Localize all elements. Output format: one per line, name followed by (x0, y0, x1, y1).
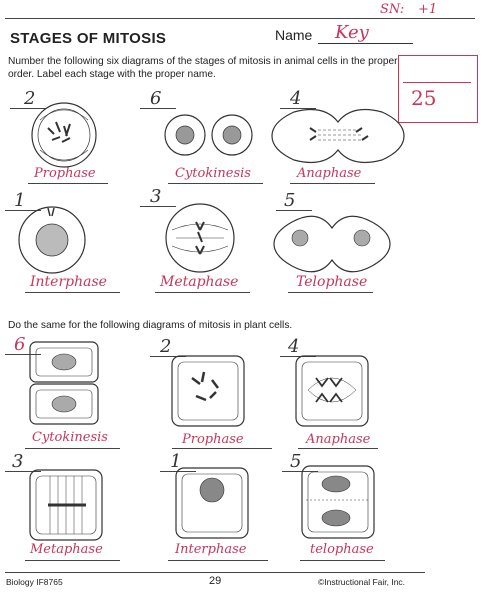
name-label: Name (275, 27, 313, 43)
animal-number-3: 4 (290, 88, 302, 109)
animal-number-2: 6 (150, 88, 162, 109)
footer-left: Biology IF8765 (6, 577, 63, 587)
plant-metaphase-cell (30, 470, 102, 540)
plant-number-6: 5 (290, 451, 302, 472)
sn-value: +1 (418, 2, 438, 17)
animal-cytokinesis-cells (165, 115, 252, 155)
animal-instructions-line1: Number the following six diagrams of the stages of mitosis in animal cells in the proper (8, 56, 398, 67)
animal-prophase-cell (32, 103, 96, 167)
plant-label-2: Prophase (182, 432, 244, 447)
animal-anaphase-cell (272, 110, 404, 163)
sn-label: SN: (380, 2, 405, 17)
animal-number-1: 2 (24, 88, 36, 109)
plant-number-1: 6 (14, 334, 26, 355)
plant-cytokinesis-cells (30, 342, 98, 424)
plant-anaphase-cell (296, 356, 368, 426)
plant-number-2: 2 (160, 336, 172, 357)
score-value: 25 (411, 86, 437, 110)
plant-number-5: 1 (170, 451, 182, 472)
animal-label-6: Telophase (296, 274, 368, 290)
animal-instructions-line2: order. Label each stage with the proper name. (8, 69, 216, 80)
plant-number-4: 3 (12, 451, 24, 472)
plant-number-3: 4 (288, 336, 300, 357)
animal-label-3: Anaphase (297, 166, 362, 181)
animal-number-6: 5 (284, 190, 296, 211)
plant-instructions: Do the same for the following diagrams of mitosis in plant cells. (8, 320, 293, 331)
animal-number-4: 1 (14, 190, 26, 211)
plant-label-1: Cytokinesis (32, 430, 108, 445)
animal-label-4: Interphase (30, 274, 107, 290)
plant-telophase-cell (302, 466, 374, 538)
animal-number-5: 3 (150, 186, 162, 207)
plant-label-4: Metaphase (30, 542, 103, 557)
animal-telophase-cell (274, 216, 390, 272)
plant-label-6: telophase (310, 542, 374, 557)
page-title: STAGES OF MITOSIS (10, 30, 167, 47)
plant-prophase-cell (172, 356, 244, 426)
name-value: Key (335, 22, 369, 43)
plant-interphase-cell (176, 468, 248, 538)
footer-right: ©Instructional Fair, Inc. (318, 577, 406, 587)
animal-label-1: Prophase (34, 166, 96, 181)
animal-interphase-cell (19, 207, 85, 273)
animal-metaphase-cell (166, 204, 234, 272)
plant-label-5: Interphase (175, 542, 247, 557)
plant-label-3: Anaphase (306, 432, 371, 447)
animal-label-5: Metaphase (160, 274, 239, 290)
footer-page: 29 (209, 575, 222, 587)
animal-label-2: Cytokinesis (175, 166, 251, 181)
